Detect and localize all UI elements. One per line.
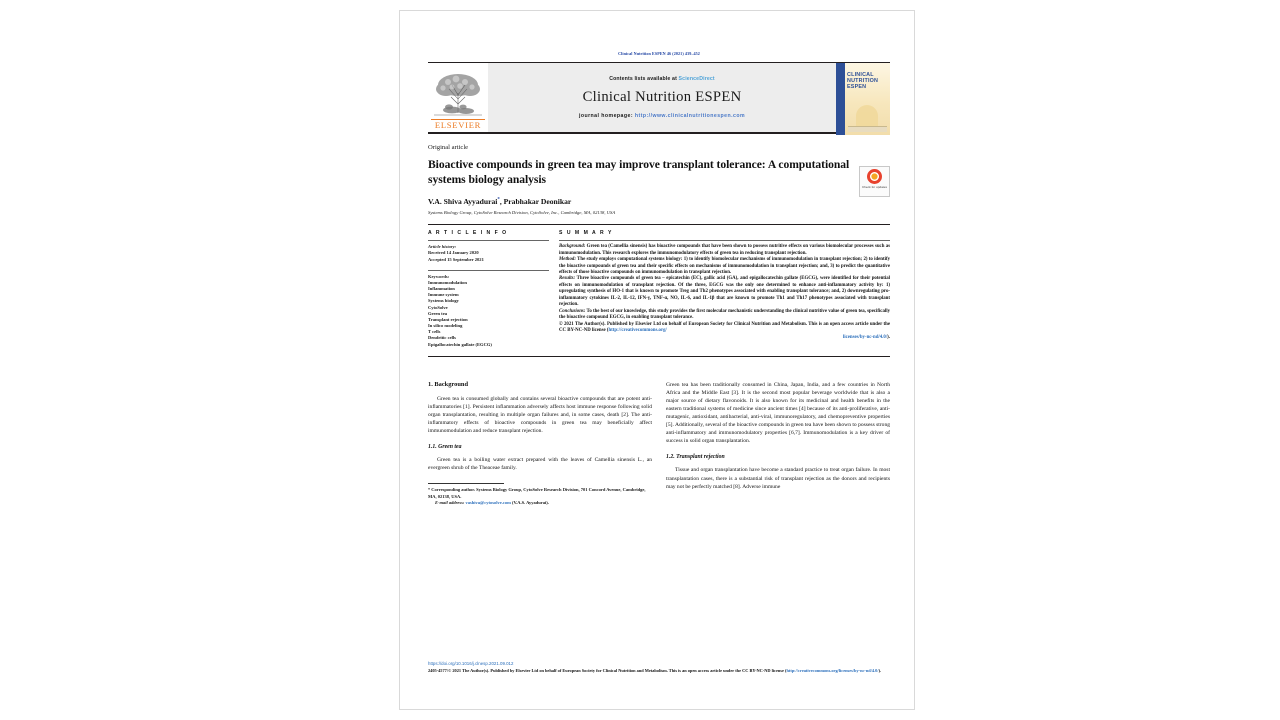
article-history-label: Article history: [428,244,457,250]
summary-conclusions [559,309,890,322]
summary-body [559,244,890,341]
subsection-heading-transplant-rejection: 1.2. Transplant rejection [666,454,725,461]
journal-cover-image [836,63,890,135]
body-column-left [428,381,652,506]
sciencedirect-link[interactable]: ScienceDirect [678,76,715,82]
body-columns [428,381,890,506]
keywords-label: Keywords: [428,273,450,279]
summary-method-label: Method: [559,257,576,263]
summary-results-text: Three bioactive compounds of green tea – epicatechin (EC), gallic acid (GA), and epigallocatechin gallate (EGCG), were identified for their potential effects on immunomodulation of transplant rejection. Of the three, EGCG was the only one determined to enhance anti-inflammatory activity by: 1) upregulating synthesis of HO-1 that is known to promote Treg and Th2 phenotypes associated with enabling transplant tolerance; and, 2) downregulating pro-inflammatory cytokines IL-2, IL-12, IFN-γ, TNF-α, NO, IL-6, and IL-1β that are known to promote Th1 and Th17 phenotypes associated with transplant rejection. [559,276,890,308]
summary-background [559,244,890,257]
keywords-list [428,280,549,348]
email-link[interactable]: vashiva@cytosolve.com [465,499,511,505]
journal-title: Clinical Nutrition ESPEN [582,89,742,105]
list-item: Epigallocatechin gallate (EGCG) [428,341,492,347]
homepage-prefix: journal homepage: [578,113,635,119]
cover-title-text: CLINICAL NUTRITION ESPEN [847,72,879,91]
license-tail: ). [887,334,890,340]
list-item: Immune system [428,292,459,298]
info-top-rule [428,224,890,225]
footnote-email-line [428,500,652,506]
summary-column [559,230,890,348]
cover-footer-bar [848,126,887,132]
article-info-rule [428,240,549,241]
journal-homepage-link[interactable]: http://www.clinicalnutritionespen.com [634,113,746,119]
list-item: Green tea [428,310,447,316]
summary-conclusions-label: Conclusions: [559,308,586,314]
summary-background-label: Background: [559,244,586,250]
footer-copyright [428,668,890,674]
crossmark-badge[interactable] [859,166,890,197]
cover-spine [836,63,845,135]
elsevier-tree-icon [432,69,484,119]
journal-masthead [428,62,890,134]
subsection-heading-green-tea: 1.1. Green tea [428,444,462,451]
list-item: Immunomodulation [428,280,467,285]
summary-copyright-text: © 2021 The Author(s). Published by Elsevier Ltd on behalf of European Society for Clinical Nutrition and Metabolism. This is an open access article under the CC BY-NC-ND license ( [559,321,890,334]
info-bottom-rule [428,356,890,357]
summary-rule [559,240,890,241]
author-primary: V.A. Shiva Ayyadurai [428,197,498,207]
footnote-block [428,483,652,506]
footnote-rule [428,483,504,484]
footnote-text [428,487,652,506]
contents-available-line [609,76,715,82]
license-link-part2[interactable]: licenses/by-nc-nd/4.0/ [842,334,888,340]
page-content [428,51,890,506]
crossmark-icon [867,169,882,184]
author-list [428,197,851,206]
article-type-label: Original article [428,144,469,151]
footer-license-link[interactable]: http://creativecommons.org/licenses/by-nc-nd/4.0/ [786,668,879,673]
section-heading-background: 1. Background [428,380,469,388]
email-suffix: (V.A.S. Ayyadurai). [510,499,549,505]
keywords-rule [428,270,549,271]
article-info-column [428,230,559,348]
article-accepted-date: Accepted 15 September 2021 [428,256,484,262]
running-head: Clinical Nutrition ESPEN 46 (2021) 439–452 [618,51,700,56]
list-item: Inflammation [428,286,455,292]
footer-license-tail: ). [878,668,882,673]
masthead-center [488,63,836,132]
summary-heading: S U M M A R Y [559,230,613,237]
footnote-marker: * [428,487,431,493]
footer-copyright-text: 2405-4577/© 2021 The Author(s). Published by Elsevier Ltd on behalf of European Society for Clinical Nutrition and Metabolism. This is an open access article under the CC BY-NC-ND license ( [428,668,787,673]
email-label: E-mail address: [435,499,466,505]
list-item: In silico modeling [428,323,463,329]
summary-background-text: Green tea (Camellia sinensis) has bioactive compounds that have been shown to possess nutritive effects on various biomolecular processes such as immunomodulation. This research explores the immunomodulatory effects of green tea in reducing transplant rejection. [559,244,890,256]
summary-conclusions-text: To the best of our knowledge, this study provides the first molecular mechanistic understanding the clinical nutritive value of green tea, specifically the bioactive compound EGCG, in enabling transplant tolerance. [559,308,890,321]
list-item: CytoSolve [428,304,448,310]
paragraph: Green tea is a boiling water extract prepared with the leaves of Camellia sinensis L., an evergreen shrub of the Theaceae family. [428,457,652,472]
info-summary-columns [428,230,890,348]
paragraph: Tissue and organ transplantation have become a standard practice to treat organ failure. In most transplantation cases, there is a substantial risk of transplant rejection as the donors and recipients may not be perfectly matched [8]. Adverse immune [666,467,890,490]
page-title: Bioactive compounds in green tea may improve transplant tolerance: A computational systems biology analysis [428,158,850,186]
summary-results-label: Results: [559,276,576,282]
author-affiliation: Systems Biology Group, CytoSolve Research Division, CytoSolve, Inc., Cambridge, MA, 02138, USA [428,210,616,216]
footnote-body: Corresponding author. Systems Biology Group, CytoSolve Research Division, 701 Concord Avenue, Cambridge, MA, 02138, USA. [428,487,646,499]
keywords-block [428,270,549,348]
paragraph: Green tea is consumed globally and contains several bioactive compounds that are potent anti-inflammatories [1]. Persistent inflammation adversely affects host immune response following solid organ transplantation, resulting in multiple organ failures and, in some cases, death [2]. The anti-inflammatory effects of bioactive compounds in green tea may beneficially affect immunomodulation and reduce transplant rejection. [428,395,652,435]
article-history-block [428,244,549,263]
list-item: T cells [428,329,441,335]
summary-copyright [559,322,890,341]
body-column-right [666,381,890,506]
corresponding-author-marker: * [497,197,500,203]
summary-method-text: The study employs computational systems biology: 1) to identify biomolecular mechanisms of immunomodulation in transplant rejection; 2) to identify the bioactive compounds of green tea and their specific effects on mechanisms of immunomodulation in transplant rejection; and, 3) to predict the quantitative effects of those bioactive compounds on immunomodulation in transplant rejection. [559,257,890,275]
title-block [428,158,890,215]
list-item: Transplant rejection [428,316,468,322]
contents-prefix: Contents lists available at [609,76,679,82]
article-info-heading: A R T I C L E I N F O [428,230,508,237]
publisher-block [428,63,488,132]
summary-method [559,257,890,276]
journal-homepage-line [579,113,745,119]
crossmark-label: Check for updates [861,184,888,189]
title-text-column [428,158,859,215]
list-item: Systems biology [428,298,459,304]
list-item: Dendritic cells [428,335,456,341]
document-page [399,10,915,710]
page-footer [428,661,890,674]
paragraph: Green tea has been traditionally consumed in China, Japan, India, and a few countries in North Africa and the Middle East [3]. It is the second most popular beverage worldwide that is also a major source of dietary flavonoids. It is also known for its medicinal and health benefits in the eastern traditional systems of medicine since ancient times [4] because of its anti-proliferative, anti-mutagenic, antioxidant, antibacterial, anti-viral, immunoregulatory, and chemopreventive properties [5]. Additionally, several of the bioactive compounds in green tea have been shown to possess strong anti-inflammatory and immunomodulatory properties [6,7]. Immunomodulation is a key driver of success in solid organ transplantation. [666,381,890,445]
summary-results [559,276,890,308]
journal-cover-block [836,63,890,132]
author-secondary: , Prabhakar Deonikar [499,197,572,207]
doi-link[interactable]: https://doi.org/10.1016/j.clnesp.2021.09.012 [428,661,514,666]
license-link-part1[interactable]: http://creativecommons.org/ [608,328,667,334]
elsevier-wordmark: ELSEVIER [431,119,485,131]
article-received-date: Received 14 January 2020 [428,250,479,256]
